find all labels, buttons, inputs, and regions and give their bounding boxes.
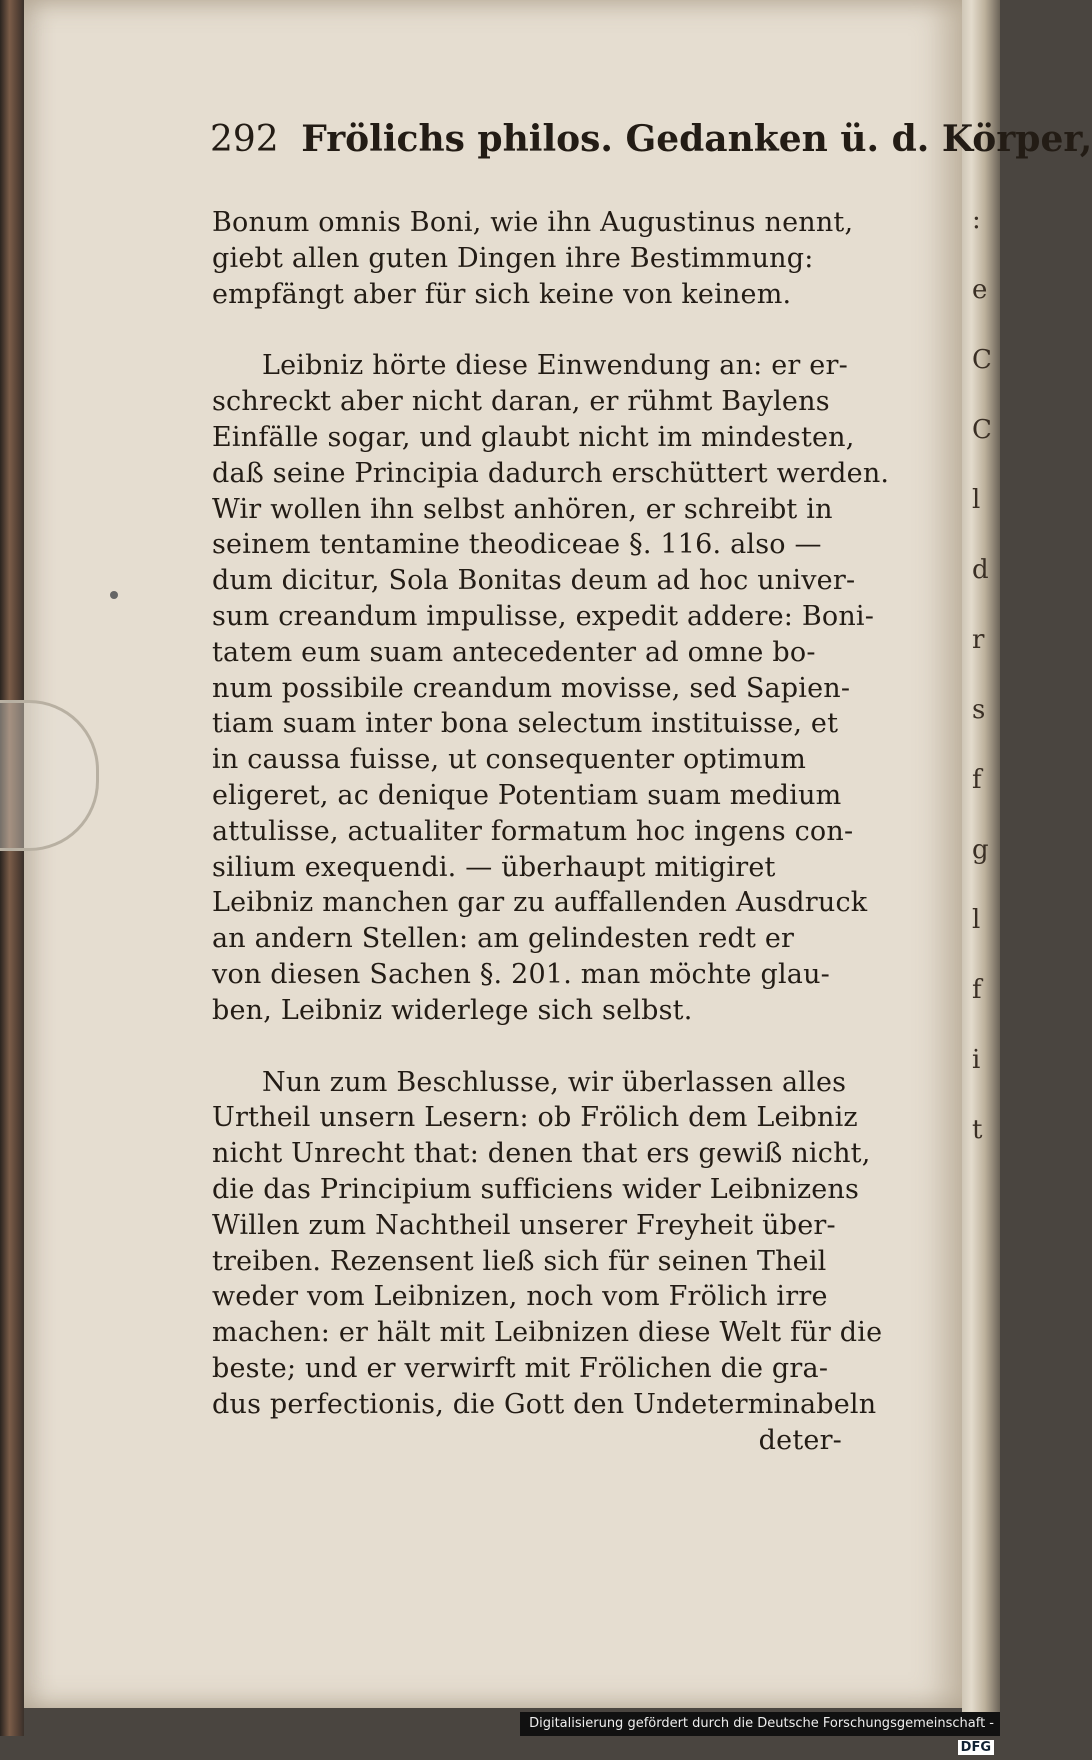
paragraph-gap bbox=[212, 312, 842, 348]
text-line: treiben. Rezensent ließ sich für seinen Theil bbox=[212, 1245, 827, 1277]
text-line: beste; und er verwirft mit Frölichen die gra- bbox=[212, 1352, 829, 1384]
right-page-fragment: r bbox=[972, 625, 985, 655]
text-line: machen: er hält mit Leibnizen diese Welt für die bbox=[212, 1317, 883, 1349]
right-page-fragment: l bbox=[972, 485, 981, 515]
text-line: Leibniz hörte diese Einwendung an: er er- bbox=[262, 350, 848, 382]
text-line: attulisse, actualiter formatum hoc ingens con- bbox=[212, 815, 854, 847]
text-line: silium exequendi. — überhaupt mitigiret bbox=[212, 851, 776, 883]
book-right-edge bbox=[962, 0, 1000, 1736]
text-line: ben, Leibniz widerlege sich selbst. bbox=[212, 994, 693, 1026]
text-line: an andern Stellen: am gelindesten redt er bbox=[212, 923, 795, 955]
text-line: Willen zum Nachtheil unserer Freyheit über- bbox=[212, 1209, 836, 1241]
running-head bbox=[210, 118, 1092, 162]
digitization-footer bbox=[520, 1712, 1000, 1755]
text-line: empfängt aber für sich keine von keinem. bbox=[212, 278, 792, 310]
text-line: daß seine Principia dadurch erschüttert werden. bbox=[212, 457, 890, 489]
text-line: in caussa fuisse, ut consequenter optimum bbox=[212, 744, 807, 776]
catchword: deter- bbox=[758, 1424, 842, 1456]
right-page-fragment: C bbox=[972, 415, 992, 445]
text-line: nicht Unrecht that: denen that ers gewiß nicht, bbox=[212, 1138, 871, 1170]
text-line: Wir wollen ihn selbst anhören, er schreibt in bbox=[212, 493, 833, 525]
text-line: Nun zum Beschlusse, wir überlassen alles bbox=[262, 1066, 847, 1098]
text-line: dus perfectionis, die Gott den Undeterminabeln bbox=[212, 1388, 877, 1420]
right-page-fragment: l bbox=[972, 905, 981, 935]
text-line: giebt allen guten Dingen ihre Bestimmung: bbox=[212, 242, 814, 274]
text-line: tatem eum suam antecedenter ad omne bo- bbox=[212, 636, 816, 668]
text-line: tiam suam inter bona selectum instituisse, et bbox=[212, 708, 839, 740]
text-line: Einfälle sogar, und glaubt nicht im mindesten, bbox=[212, 421, 855, 453]
right-page-fragment: f bbox=[972, 765, 982, 795]
text-line: seinem tentamine theodiceae §. 116. also — bbox=[212, 529, 822, 561]
text-line: weder vom Leibnizen, noch vom Frölich irre bbox=[212, 1281, 828, 1313]
text-line: Urtheil unsern Lesern: ob Frölich dem Leibniz bbox=[212, 1102, 858, 1134]
page-number: 292 bbox=[210, 119, 279, 160]
right-page-fragment: d bbox=[972, 555, 989, 585]
ink-spot bbox=[110, 591, 118, 599]
text-line: dum dicitur, Sola Bonitas deum ad hoc univer- bbox=[212, 565, 856, 597]
text-line: sum creandum impulisse, expedit addere: Boni- bbox=[212, 600, 875, 632]
right-page-fragment: s bbox=[972, 695, 986, 725]
book-left-edge bbox=[0, 0, 24, 1736]
text-line: num possibile creandum movisse, sed Sapien- bbox=[212, 672, 851, 704]
right-page-fragment: t bbox=[972, 1115, 983, 1145]
text-line: eligeret, ac denique Potentiam suam medium bbox=[212, 779, 842, 811]
text-line: von diesen Sachen §. 201. man möchte glau- bbox=[212, 958, 830, 990]
right-page-fragment: : bbox=[972, 205, 981, 235]
body-text bbox=[212, 205, 890, 1458]
right-page-fragment: f bbox=[972, 975, 982, 1005]
text-line: Leibniz manchen gar zu auffallenden Ausdruck bbox=[212, 887, 868, 919]
right-page-fragment: g bbox=[972, 835, 989, 865]
footer-credit: Digitalisierung gefördert durch die Deutsche Forschungsgemeinschaft - bbox=[529, 1716, 994, 1731]
right-page-fragment: i bbox=[972, 1045, 981, 1075]
text-line: Bonum omnis Boni, wie ihn Augustinus nennt, bbox=[212, 207, 854, 238]
dfg-logo: DFG bbox=[958, 1740, 994, 1755]
paragraph-gap bbox=[212, 1029, 842, 1065]
running-title: Frölichs philos. Gedanken ü. d. Körper, bbox=[301, 118, 1092, 160]
right-page-fragment: e bbox=[972, 275, 988, 305]
text-line: die das Principium sufficiens wider Leibnizens bbox=[212, 1173, 860, 1205]
text-line: schreckt aber nicht daran, er rühmt Baylens bbox=[212, 386, 830, 418]
right-page-fragment: C bbox=[972, 345, 992, 375]
